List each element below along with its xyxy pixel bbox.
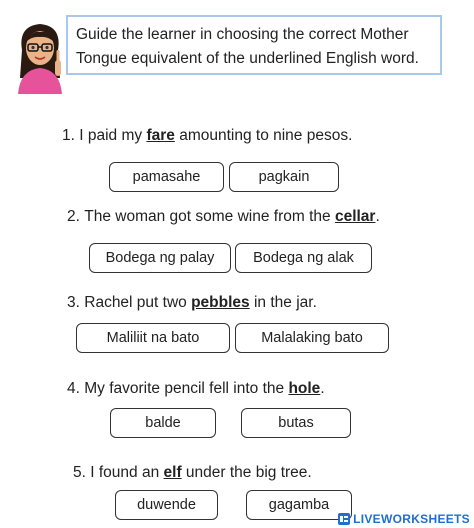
- question-keyword: hole: [288, 380, 321, 397]
- question-text-after: .: [375, 208, 380, 225]
- question-keyword: cellar: [334, 208, 376, 225]
- option-button[interactable]: Bodega ng alak: [235, 243, 372, 273]
- question-number: 5.: [73, 464, 86, 481]
- question-keyword: pebbles: [191, 294, 250, 311]
- question-keyword: elf: [163, 464, 182, 481]
- question-text-before: I found an: [90, 464, 164, 481]
- question-number: 4.: [67, 380, 80, 397]
- option-button[interactable]: gagamba: [246, 490, 352, 520]
- question-4: [67, 380, 325, 398]
- option-button[interactable]: Malalaking bato: [235, 323, 389, 353]
- question-1: [62, 127, 352, 145]
- question-text-before: My favorite pencil fell into the: [84, 380, 289, 397]
- liveworksheets-logo-icon: [338, 513, 350, 525]
- option-button[interactable]: balde: [110, 408, 216, 438]
- option-button[interactable]: duwende: [115, 490, 218, 520]
- question-number: 1.: [62, 127, 75, 144]
- option-button[interactable]: butas: [241, 408, 351, 438]
- question-text-after: in the jar.: [249, 294, 317, 311]
- question-text-after: .: [320, 380, 325, 397]
- question-text-after: amounting to nine pesos.: [174, 127, 353, 144]
- instruction-box: [66, 15, 442, 75]
- option-button[interactable]: pagkain: [229, 162, 339, 192]
- liveworksheets-watermark: [338, 512, 470, 526]
- question-text-before: Rachel put two: [84, 294, 192, 311]
- question-number: 2.: [67, 208, 80, 225]
- question-keyword: fare: [146, 127, 175, 144]
- question-number: 3.: [67, 294, 80, 311]
- question-5: [73, 464, 312, 482]
- question-text-before: The woman got some wine from the: [84, 208, 335, 225]
- question-text-before: I paid my: [79, 127, 147, 144]
- option-button[interactable]: Bodega ng palay: [89, 243, 231, 273]
- teacher-avatar-icon: [10, 20, 70, 94]
- question-3: [67, 294, 317, 312]
- question-text-after: under the big tree.: [181, 464, 312, 481]
- instruction-line-1: Guide the learner in choosing the correct Mother: [76, 26, 409, 43]
- instruction-line-2: Tongue equivalent of the underlined English word.: [76, 50, 419, 67]
- option-button[interactable]: Maliliit na bato: [76, 323, 230, 353]
- footer-brand: LIVEWORKSHEETS: [353, 512, 470, 526]
- question-2: [67, 208, 380, 226]
- option-button[interactable]: pamasahe: [109, 162, 224, 192]
